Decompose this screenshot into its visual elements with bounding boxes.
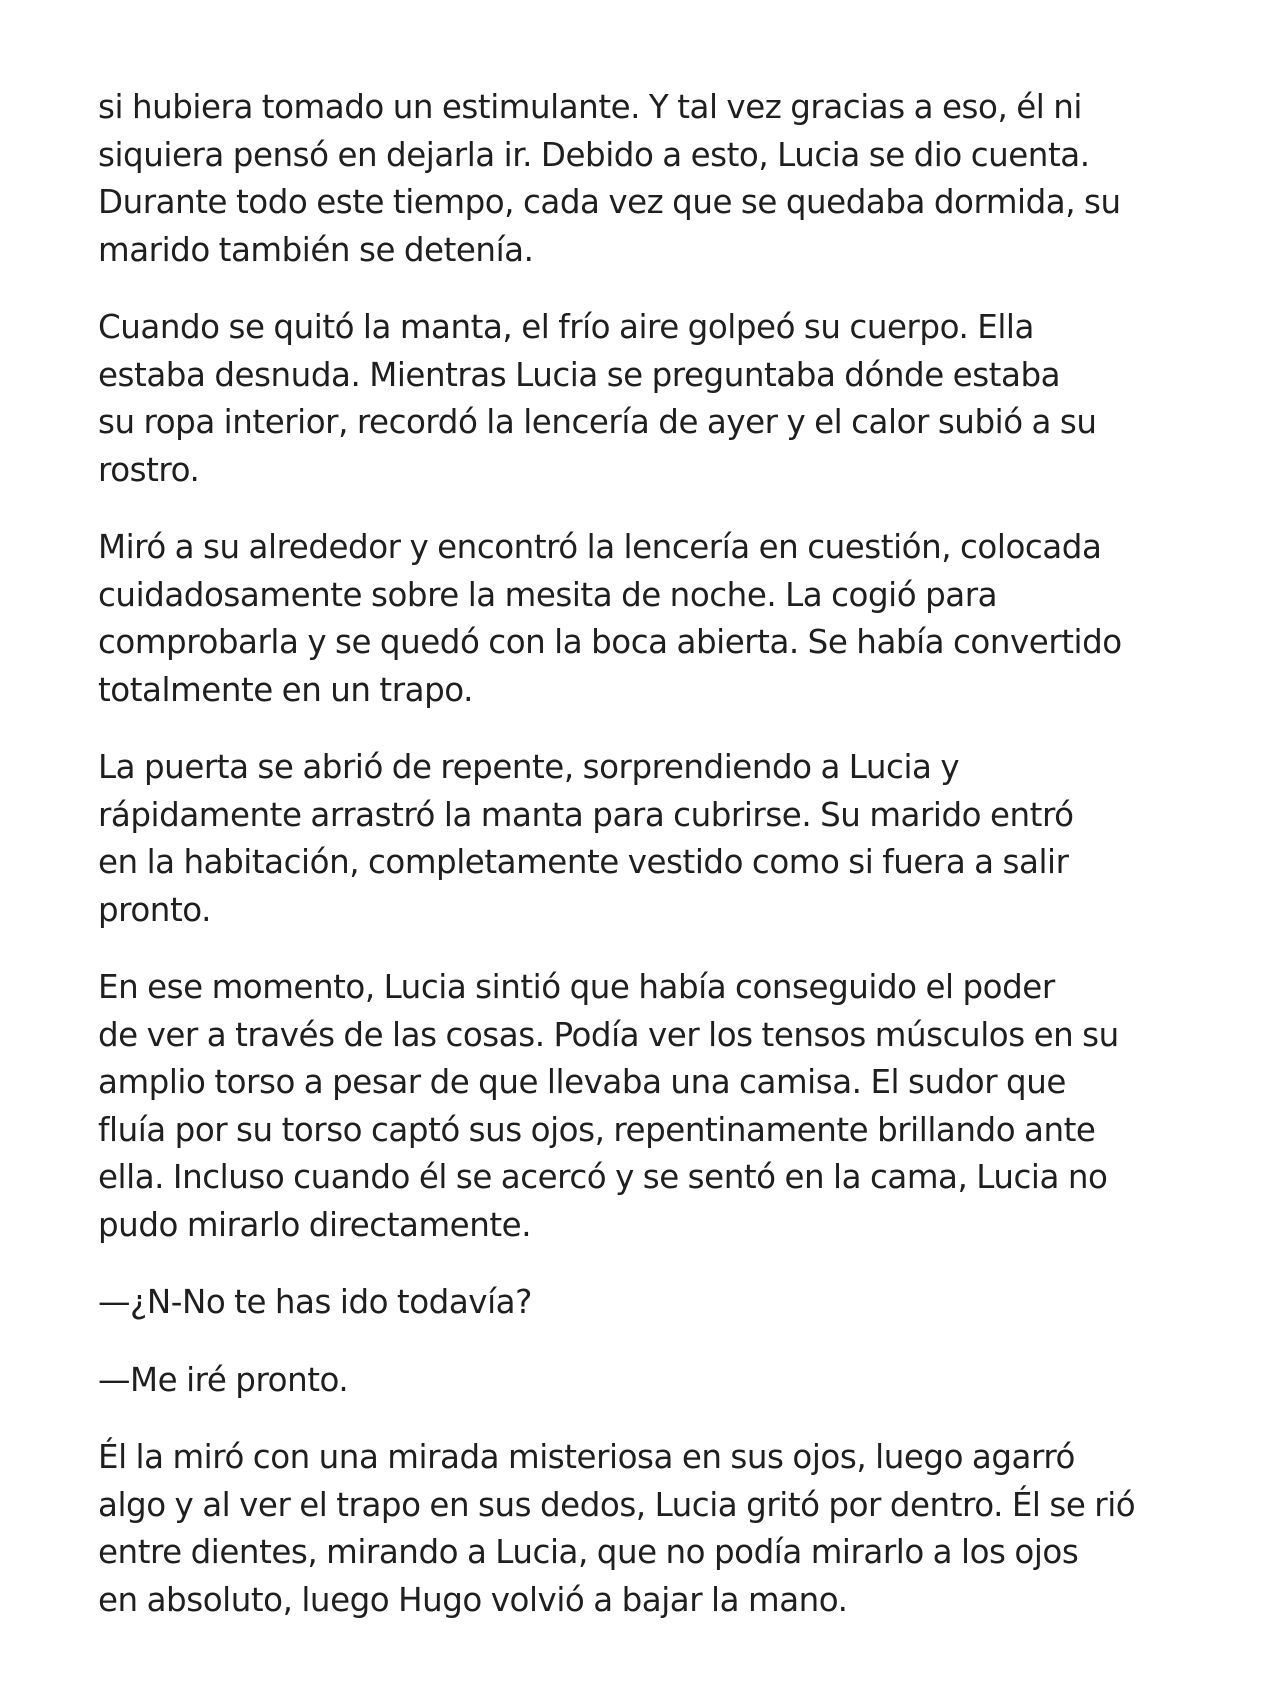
text-line: —¿N-No te has ido todavía? (98, 1283, 532, 1321)
text-line: estaba desnuda. Mientras Lucia se preguntaba dónde estaba (98, 355, 1061, 394)
paragraph-2 (98, 304, 1108, 494)
dialogue-line-2 (98, 1357, 1108, 1405)
text-line: entre dientes, mirando a Lucia, que no podía mirarlo a los ojos (98, 1533, 1079, 1571)
text-line: fluía por su torso captó sus ojos, repentinamente brillando ante (98, 1110, 1096, 1149)
text-line: en la habitación, completamente vestido como si fuera a salir (98, 843, 1069, 881)
text-line: amplio torso a pesar de que llevaba una camisa. El sudor que (98, 1063, 1066, 1101)
text-line: Miró a su alrededor y encontró la lencería en cuestión, colocada (98, 528, 1102, 566)
text-line: en absoluto, luego Hugo volvió a bajar la mano. (98, 1580, 848, 1619)
paragraph-5 (98, 964, 1119, 1249)
text-line: En ese momento, Lucia sintió que había conseguido el poder (98, 968, 1055, 1006)
text-line: rápidamente arrastró la manta para cubrirse. Su marido entró (98, 795, 1074, 834)
text-line: de ver a través de las cosas. Podía ver los tensos músculos en su (98, 1015, 1119, 1054)
text-line: La puerta se abrió de repente, sorprendiendo a Lucia y (98, 748, 960, 786)
text-line: pronto. (98, 890, 211, 929)
dialogue-line-1 (98, 1279, 1108, 1327)
text-line: su ropa interior, recordó la lencería de ayer y el calor subió a su (98, 403, 1097, 441)
document-page (98, 84, 1136, 1654)
text-line: cuidadosamente sobre la mesita de noche. La cogió para (98, 575, 998, 614)
text-line: rostro. (98, 450, 200, 489)
text-line: comprobarla y se quedó con la boca abierta. Se había convertido (98, 623, 1122, 661)
text-line: Él la miró con una mirada misteriosa en sus ojos, luego agarró (98, 1438, 1075, 1476)
text-line: totalmente en un trapo. (98, 670, 474, 709)
paragraph-8 (98, 1434, 1136, 1624)
text-line: —Me iré pronto. (98, 1360, 349, 1399)
paragraph-4 (98, 744, 1108, 934)
text-line: pudo mirarlo directamente. (98, 1205, 532, 1244)
text-line: algo y al ver el trapo en sus dedos, Lucia gritó por dentro. Él se rió (98, 1485, 1136, 1524)
text-line: si hubiera tomado un estimulante. Y tal vez gracias a eso, él ni (98, 88, 1082, 126)
text-line: marido también se detenía. (98, 230, 534, 269)
text-line: Cuando se quitó la manta, el frío aire golpeó su cuerpo. Ella (98, 308, 1034, 346)
text-line: Durante todo este tiempo, cada vez que se quedaba dormida, su (98, 183, 1121, 221)
paragraph-1 (98, 84, 1121, 274)
text-line: siquiera pensó en dejarla ir. Debido a esto, Lucia se dio cuenta. (98, 135, 1090, 174)
text-line: ella. Incluso cuando él se acercó y se sentó en la cama, Lucia no (98, 1158, 1108, 1196)
paragraph-3 (98, 524, 1122, 714)
